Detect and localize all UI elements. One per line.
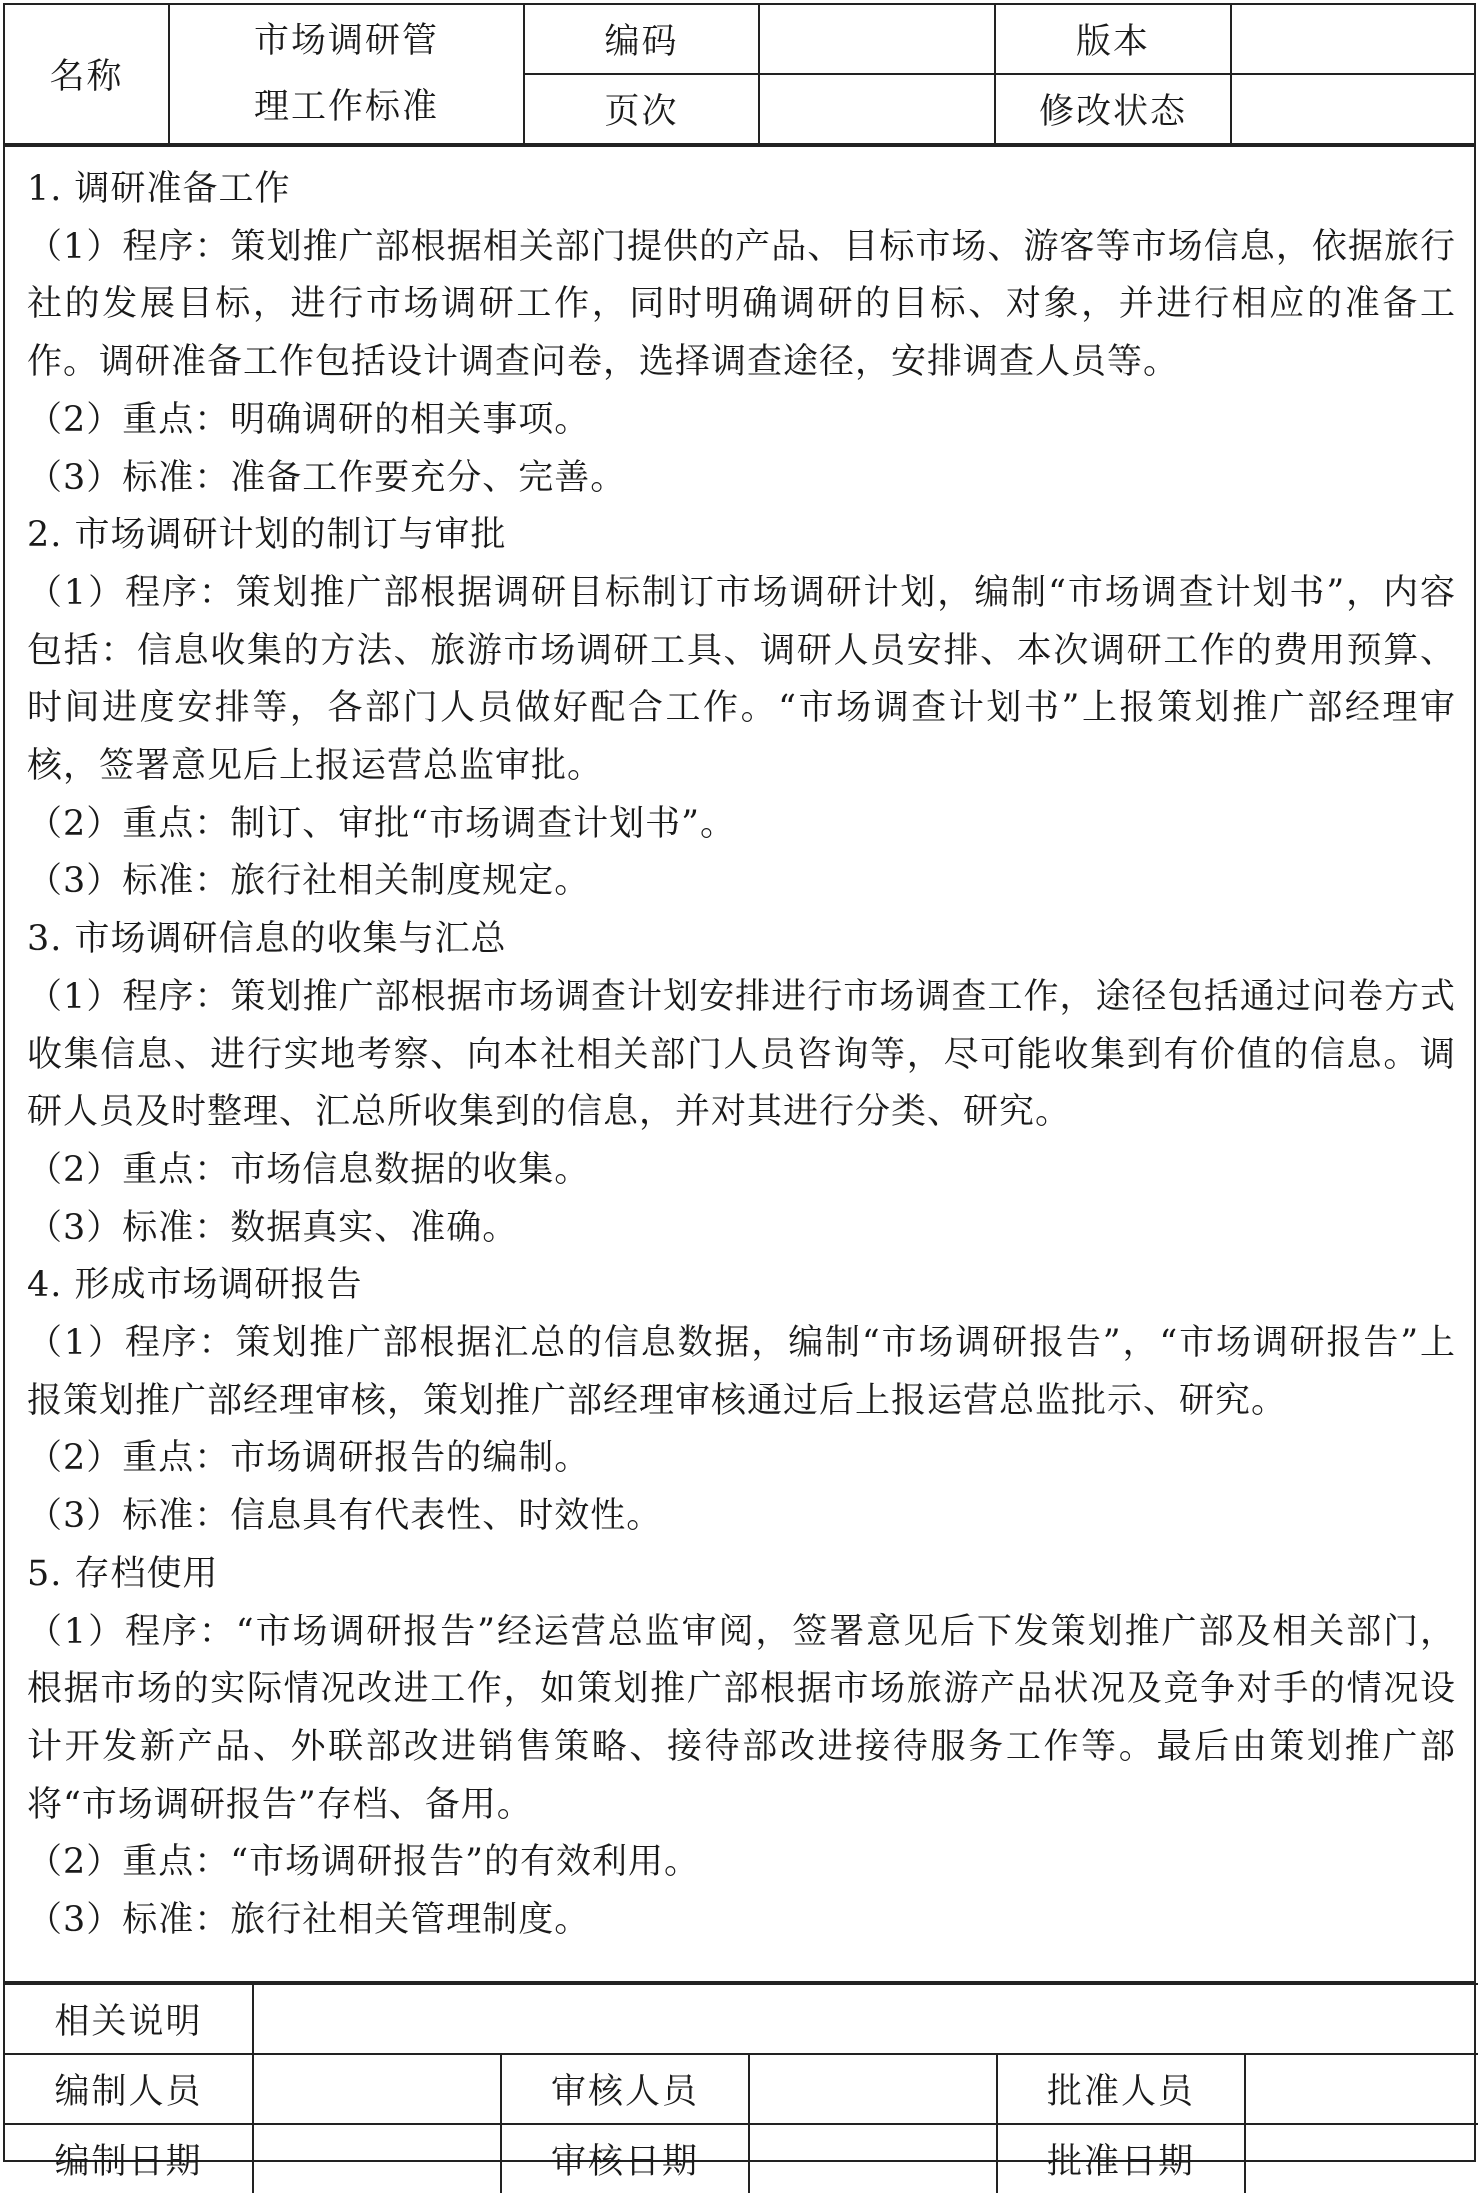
code-label: 编码 [524,5,759,74]
document-title-line2: 理工作标准 [253,87,439,127]
reviewed-by-label: 审核人员 [501,2054,749,2124]
prepared-date-label: 编制日期 [5,2124,253,2193]
prepared-by-value [253,2054,501,2124]
approved-date-label: 批准日期 [997,2124,1245,2193]
section-4-standard: （3）标准：信息具有代表性、时效性。 [27,1496,663,1537]
notes-value [253,1984,1478,2054]
approved-by-label: 批准人员 [997,2054,1245,2124]
prepared-by-label: 编制人员 [5,2054,253,2124]
section-3-heading: 3. 市场调研信息的收集与汇总 [27,919,507,960]
procedure-content [5,146,1474,1982]
prepared-date-value [253,2124,501,2193]
section-2-procedure: （1）程序：策划推广部根据调研目标制订市场调研计划，编制“市场调查计划书”，内容包括：信息收集的方法、旅游市场调研工具、调研人员安排、本次调研工作的费用预算、时间进度安排等，各部门人员做好配合工作。“市场调查计划书”上报策划推广部经理审核，签署意见后上报运营总监审批。 [27,572,1456,787]
section-2-focus: （2）重点：制订、审批“市场调查计划书”。 [27,803,737,844]
standard-document-form [3,3,1476,2182]
reviewed-date-value [749,2124,997,2193]
section-4-focus: （2）重点：市场调研报告的编制。 [27,1438,591,1479]
page-label: 页次 [524,74,759,144]
approved-date-value [1245,2124,1478,2193]
body-table [5,145,1474,1983]
version-value [1231,5,1474,74]
document-title [169,5,524,144]
section-3-focus: （2）重点：市场信息数据的收集。 [27,1149,591,1190]
notes-label: 相关说明 [5,1984,253,2054]
section-5-heading: 5. 存档使用 [27,1553,219,1594]
reviewed-by-value [749,2054,997,2124]
page-value [759,74,995,144]
footer-table [5,1983,1478,2193]
header-table [5,5,1474,145]
section-2-standard: （3）标准：旅行社相关制度规定。 [27,861,591,902]
code-value [759,5,995,74]
section-1-focus: （2）重点：明确调研的相关事项。 [27,399,591,440]
name-label: 名称 [5,5,169,144]
section-4-procedure: （1）程序：策划推广部根据汇总的信息数据，编制“市场调研报告”，“市场调研报告”上报策划推广部经理审核，策划推广部经理审核通过后上报运营总监批示、研究。 [27,1323,1456,1421]
section-1-standard: （3）标准：准备工作要充分、完善。 [27,457,627,498]
document-title-line1: 市场调研管 [253,21,439,61]
section-3-standard: （3）标准：数据真实、准确。 [27,1207,519,1248]
approved-by-value [1245,2054,1478,2124]
section-1-procedure: （1）程序：策划推广部根据相关部门提供的产品、目标市场、游客等市场信息，依据旅行社的发展目标，进行市场调研工作，同时明确调研的目标、对象，并进行相应的准备工作。调研准备工作包括设计调查问卷，选择调查途径，安排调查人员等。 [27,226,1456,383]
section-4-heading: 4. 形成市场调研报告 [27,1265,363,1306]
revision-label: 修改状态 [995,74,1231,144]
revision-value [1231,74,1474,144]
section-1-heading: 1. 调研准备工作 [27,169,291,209]
reviewed-date-label: 审核日期 [501,2124,749,2193]
section-2-heading: 2. 市场调研计划的制订与审批 [27,515,507,556]
section-5-standard: （3）标准：旅行社相关管理制度。 [27,1900,591,1941]
section-3-procedure: （1）程序：策划推广部根据市场调查计划安排进行市场调查工作，途径包括通过问卷方式收集信息、进行实地考察、向本社相关部门人员咨询等，尽可能收集到有价值的信息。调研人员及时整理、汇总所收集到的信息，并对其进行分类、研究。 [27,976,1456,1133]
section-5-procedure: （1）程序：“市场调研报告”经运营总监审阅，签署意见后下发策划推广部及相关部门，根据市场的实际情况改进工作，如策划推广部根据市场旅游产品状况及竞争对手的情况设计开发新产品、外联部改进销售策略、接待部改进接待服务工作等。最后由策划推广部将“市场调研报告”存档、备用。 [27,1611,1456,1825]
version-label: 版本 [995,5,1231,74]
section-5-focus: （2）重点：“市场调研报告”的有效利用。 [27,1842,701,1883]
